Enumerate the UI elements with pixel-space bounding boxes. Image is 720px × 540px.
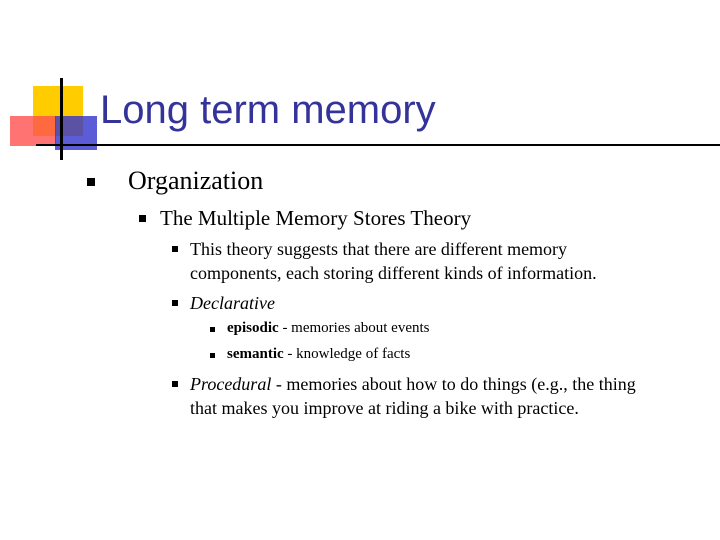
square-bullet-icon: [172, 300, 178, 306]
square-bullet-icon: [210, 353, 215, 358]
square-bullet-icon: [139, 215, 146, 222]
semantic-description: - knowledge of facts: [283, 346, 411, 362]
deco-horizontal-line: [36, 144, 720, 146]
episodic-description: - memories about events: [278, 320, 430, 336]
procedural-description-line-1: - memories about how to do things (e.g., the thing: [271, 374, 636, 394]
slide-title: Long term memory: [100, 88, 436, 132]
square-bullet-icon: [172, 381, 178, 387]
square-bullet-icon: [210, 327, 215, 332]
semantic-term: semantic: [227, 346, 284, 362]
square-bullet-icon: [87, 178, 95, 186]
procedural-description-line-2: that makes you improve at riding a bike with practice.: [190, 398, 579, 418]
bullet-episodic: [227, 318, 429, 338]
procedural-term: Procedural: [190, 374, 272, 394]
episodic-term: episodic: [227, 320, 279, 336]
theory-description-line-1: This theory suggests that there are different memory: [190, 239, 568, 259]
bullet-organization: Organization: [128, 166, 264, 195]
deco-red-bar: [10, 116, 56, 146]
theory-description-line-2: components, each storing different kinds of information.: [190, 263, 597, 283]
bullet-theory: The Multiple Memory Stores Theory: [160, 206, 472, 230]
square-bullet-icon: [172, 246, 178, 252]
deco-vertical-line: [60, 78, 63, 160]
bullet-procedural-line-1: [190, 372, 636, 396]
bullet-semantic: [227, 344, 410, 364]
bullet-declarative: Declarative: [190, 293, 275, 313]
